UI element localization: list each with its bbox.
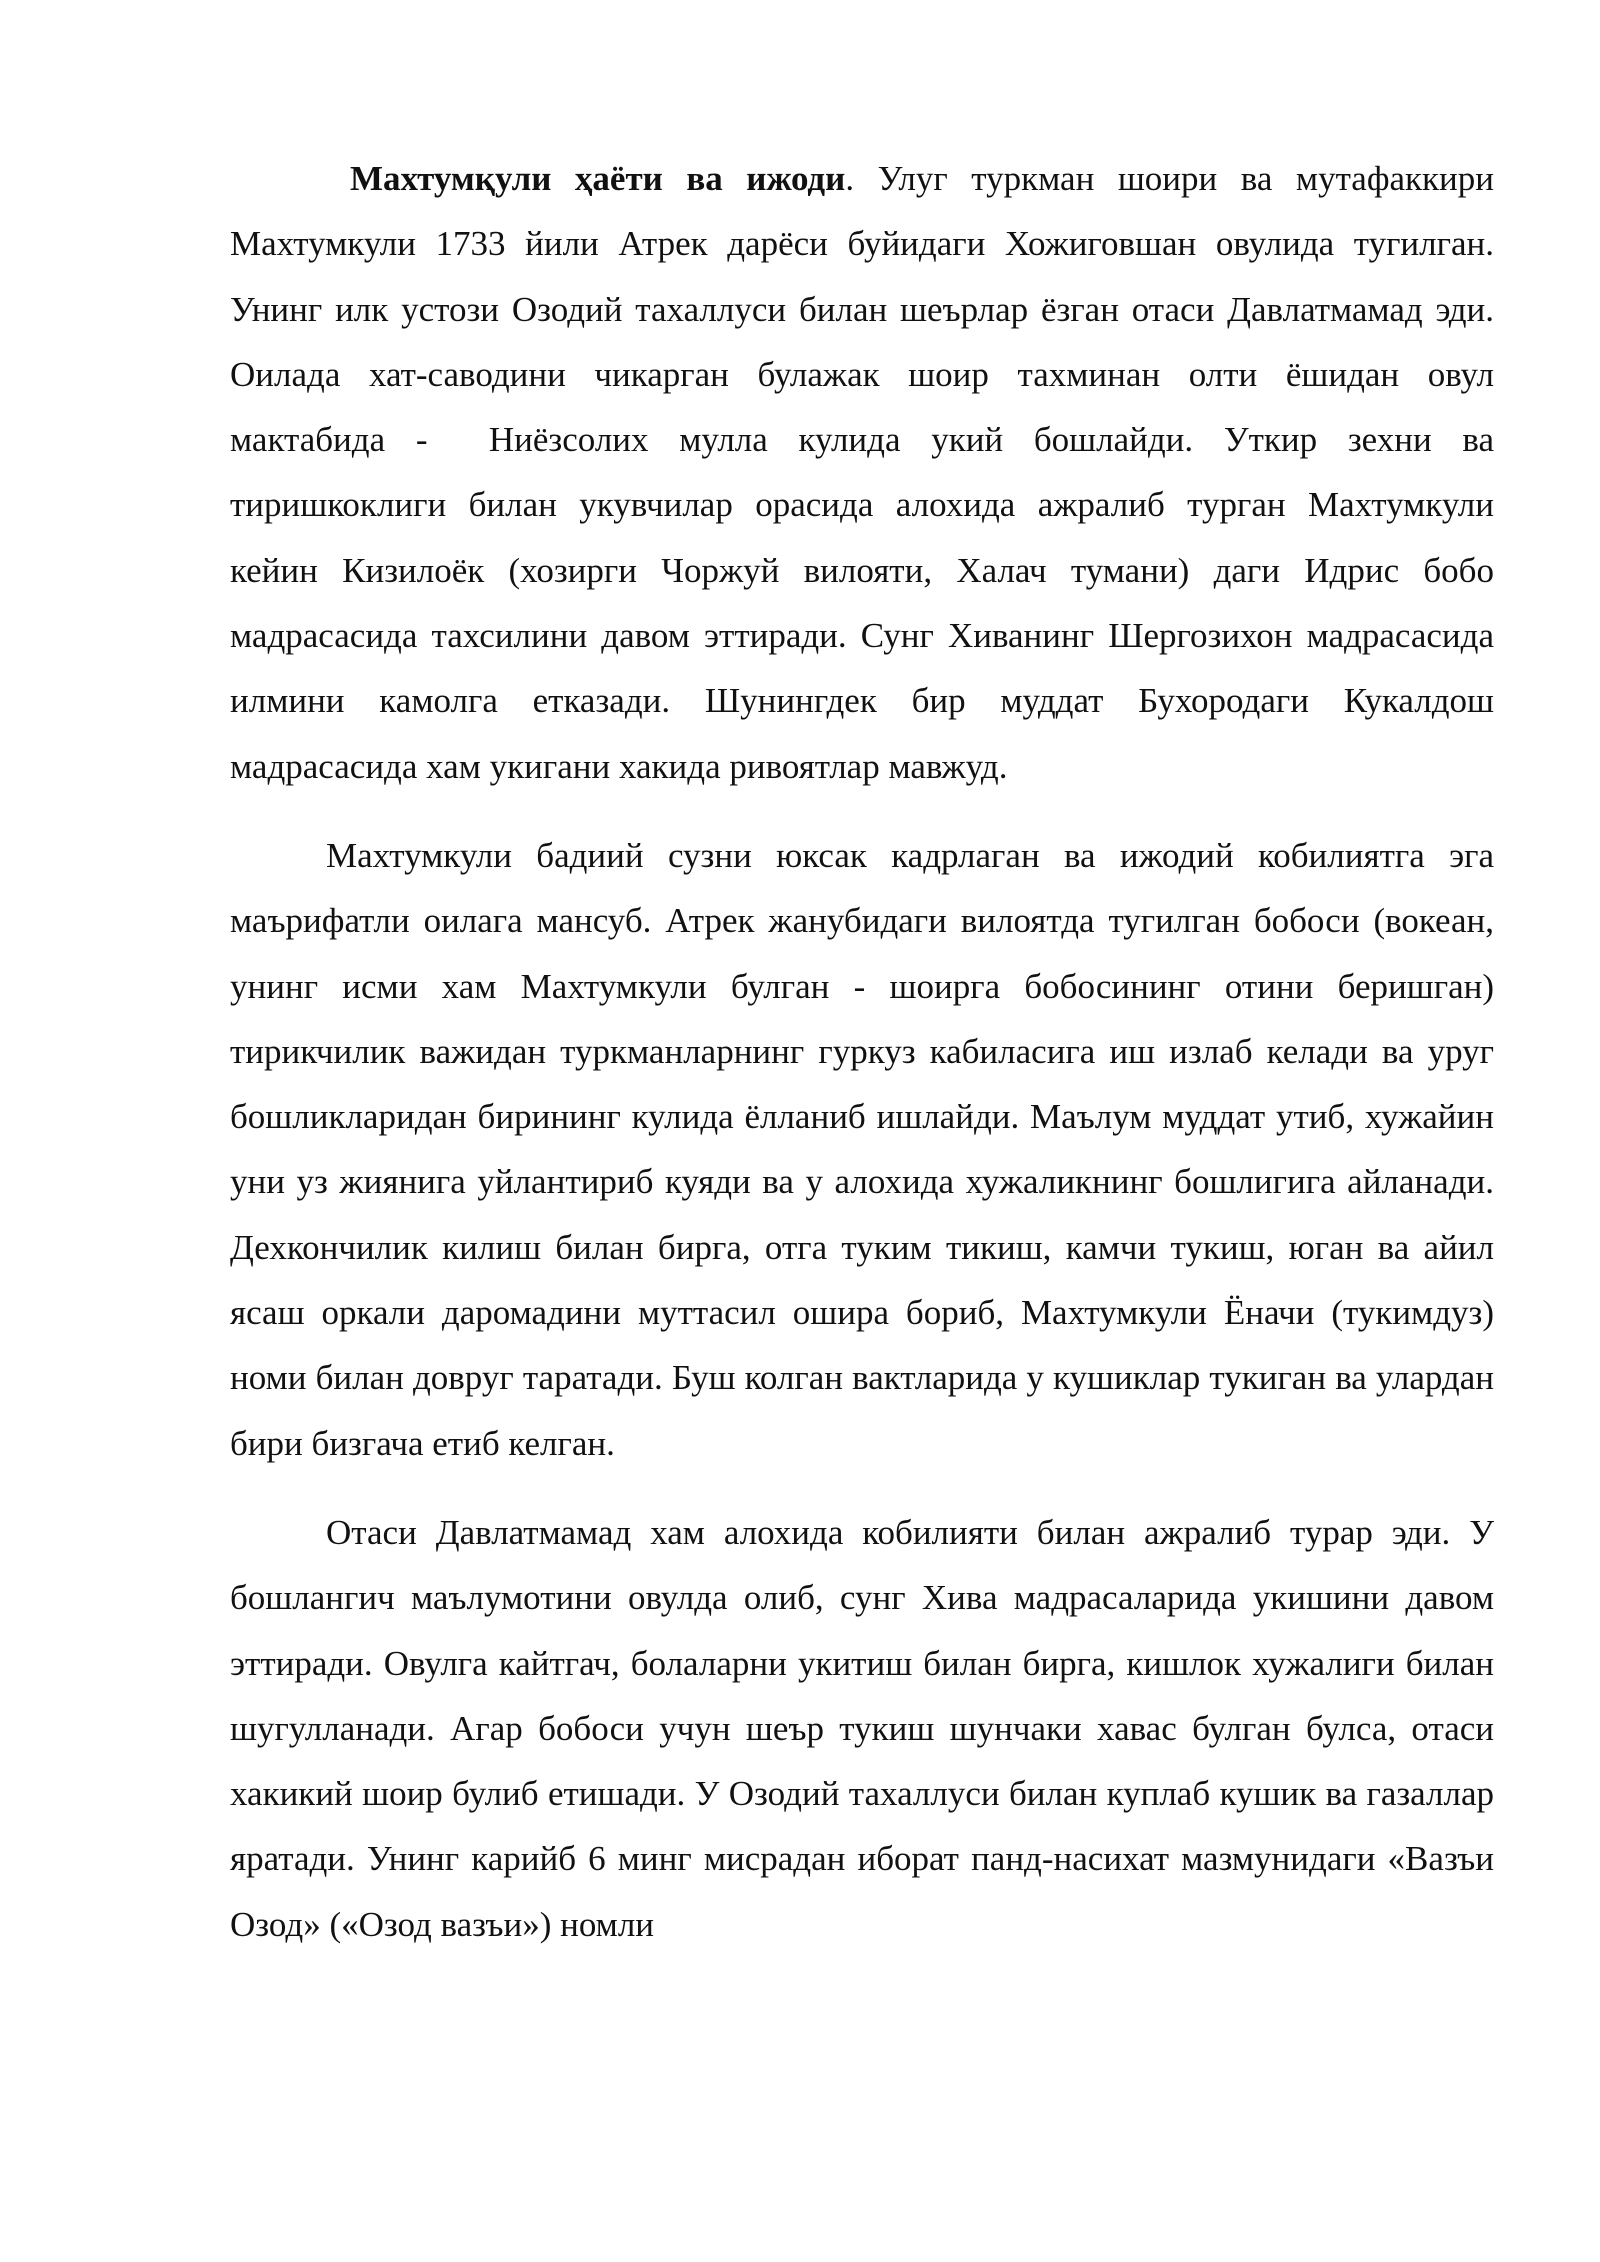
paragraph-1-text: . Улуг туркман шоири ва мутафаккири Махтумкули 1733 йили Атрек дарёси буйидаги Хожиговшан овулида тугилган. Унинг илк устози Озодий тахаллуси билан шеърлар ёзган отаси Давлатмамад эди. Оилада хат-саводини чикарган булажак шоир тахминан олти ёшидан овул мактабида - Ниёзсолих мулла кулида укий бошлайди. Уткир зехни ва тиришкоклиги билан укувчилар орасида алохида ажралиб турган Махтумкули кейин Кизилоёк (хозирги Чоржуй вилояти, Халач тумани) даги Идрис бобо мадрасасида тахсилини давом эттиради. Сунг Хиванинг Шергозихон мадрасасида илмини камолга етказади. Шунингдек бир муддат Бухородаги Кукалдош мадрасасида хам укигани хакида ривоятлар мавжуд. (230, 159, 1495, 786)
paragraph-2-text: Махтумкули бадиий сузни юксак кадрлаган ва ижодий кобилиятга эга маърифатли оилага мансуб. Атрек жанубидаги вилоятда тугилган бобоси (вокеан, унинг исми хам Махтумкули булган - шоирга бобосининг отини беришган) тирикчилик важидан туркманларнинг гуркуз кабиласига иш излаб келади ва уруг бошликларидан бирининг кулида ёлланиб ишлайди. Маълум муддат утиб, хужайин уни уз жиянига уйлантириб куяди ва у алохида хужаликнинг бошлигига айланади. Дехкончилик килиш билан бирга, отга туким тикиш, камчи тукиш, юган ва айил ясаш оркали даромадини муттасил ошира бориб, Махтумкули Ёначи (тукимдуз) номи билан довруг таратади. Буш колган вактларида у кушиклар тукиган ва улардан бири бизгача етиб келган. (230, 835, 1494, 1463)
paragraph-3 (230, 1500, 1494, 1957)
paragraph-2 (230, 823, 1494, 1476)
paragraph-1 (230, 146, 1494, 799)
paragraph-3-text: Отаси Давлатмамад хам алохида кобилияти билан ажралиб турар эди. У бошлангич маълумотини овулда олиб, сунг Хива мадрасаларида укишини давом эттиради. Овулга кайтгач, болаларни укитиш билан бирга, кишлок хужалиги билан шугулланади. Агар бобоси учун шеър тукиш шунчаки хавас булган булса, отаси хакикий шоир булиб етишади. У Озодий тахаллуси билан куплаб кушик ва газаллар яратади. Унинг карийб 6 минг мисрадан иборат панд-насихат мазмунидаги «Вазъи Озод» («Озод вазъи») номли (230, 1512, 1494, 1944)
section-heading: Махтумқули ҳаёти ва ижоди (350, 159, 846, 198)
document-body (230, 146, 1494, 1957)
